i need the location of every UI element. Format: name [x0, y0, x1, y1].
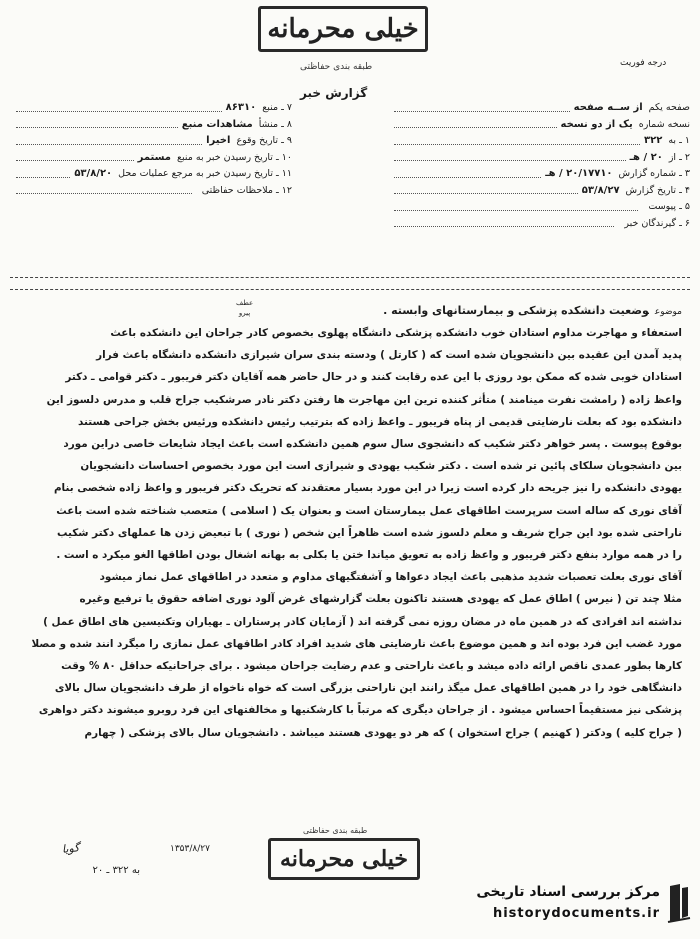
body-line: ( جراح کلیه ) ودکتر ( کهنیم ) جراح استخوان ) که هر دو یهودی هستند میباشد . دانشجویان سال بالای پزشکی ( چهارم [84, 726, 682, 739]
header-divider-2 [10, 289, 690, 290]
body-line: بوقوع پیوست . پسر خواهر دکتر شکیب که دانشجوی سال سوم همین دانشکده است باعث ایجاد شایعات خاصی دراین مورد [63, 438, 682, 451]
field-value: ۳۲۲ [644, 135, 663, 146]
subject-label: موضوع [654, 307, 682, 317]
header-field-right-8 [390, 216, 690, 233]
page-footnote: به ۳۲۲ ـ ۲۰ [92, 865, 140, 876]
subject-line [262, 304, 682, 317]
field-label: ۴ ـ تاریخ گزارش [625, 184, 690, 196]
header-field-right-6 [390, 183, 690, 200]
field-label: ۱ ـ به [668, 135, 690, 146]
body-line: ناراحتی شده بود این جراح شریف و معلم دلسوز شده است ظاهراً این شخص ( نوری ) با تبعیض زدن ها عملهای دکتر شکیب [57, 526, 682, 539]
top-stamp-subtitle: طبقه بندی حفاظتی [300, 62, 373, 72]
urgency-grade-label: درجه فوریت [620, 58, 667, 68]
body-line: بین دانشجویان سلکای پائین تر شده است . دکتر شکیب یهودی و شیرازی است این مورد بخصوص احساسات دانشجویان [80, 460, 682, 473]
field-label: ۸ ـ منشأ [258, 118, 292, 130]
body-line: کارها بطور عمدی ناقص ارائه داده میشد و باعث ناراحتی و عدم رضایت جراحان میشود . برای جراحانیکه حداقل ۸۰ % وقت [61, 660, 682, 673]
field-label: ۲ ـ از [668, 151, 690, 163]
field-label: نسخه شماره [638, 118, 690, 130]
body-line: دانشگاهی خود را در همین اطاقهای عمل میگذ رانند این ناراحتی بزرگی است که خواه ناخواه از طرف دانشجویان سال بالای [54, 682, 682, 695]
header-field-left-2 [12, 117, 292, 134]
report-body [22, 322, 682, 744]
field-dotted-line [394, 183, 578, 195]
field-label: ۹ ـ تاریخ وقوع [236, 135, 292, 146]
field-label: صفحه یکم [648, 102, 690, 113]
signature-date: ۱۳۵۳/۸/۲۷ [170, 844, 210, 854]
field-label: ۱۲ ـ ملاحظات حفاظتی [201, 184, 292, 196]
top-classification-stamp: خیلی محرمانه [258, 6, 428, 52]
signature: گویا [61, 841, 80, 856]
field-dotted-line [16, 150, 134, 162]
field-dotted-line [16, 166, 70, 178]
field-dotted-line [394, 216, 614, 228]
field-value: مستمر [137, 151, 171, 163]
body-line: نداشته اند افرادی که در همین ماه در مضان روزه نمی گرفته اند ( آزمایان کادر پرستاران ـ بهیاران وتکنیسین های اطاق عمل ) [43, 615, 682, 628]
header-field-left-1 [12, 100, 292, 117]
header-field-left-3 [12, 133, 292, 150]
field-value: مشاهدات منبع [181, 118, 253, 130]
header-fields-right [390, 100, 690, 232]
field-dotted-line [394, 199, 638, 211]
field-label: ۱۰ ـ تاریخ رسیدن خبر به منبع [177, 151, 292, 163]
header-field-left-5 [12, 166, 292, 183]
reference-notes [236, 298, 253, 318]
header-field-right-7 [390, 199, 690, 216]
subject-text: وضعیت دانشکده پزشکی و بیمارستانهای وابسته . [383, 304, 649, 317]
field-value: از ســه صفحه [573, 102, 643, 113]
reference-note-atf: عطف [236, 299, 254, 307]
header-field-right-3 [390, 133, 690, 150]
bottom-classification-stamp: خیلی محرمانه [268, 838, 420, 880]
field-dotted-line [16, 117, 178, 129]
field-label: ۷ ـ منبع [262, 102, 292, 113]
field-dotted-line [16, 100, 222, 112]
body-line: یهودی دانشکده را نیز جریحه دار کرده است زیرا در این مورد بسیار معتقدند که تحریک دکتر فریبور و واعظ زاده شخصی بنام [53, 482, 682, 495]
field-value: یک از دو نسخه [560, 118, 633, 130]
field-dotted-line [394, 150, 626, 162]
header-field-left-4 [12, 150, 292, 167]
field-dotted-line [394, 100, 570, 112]
field-value: ۵۳/۸/۲۷ [581, 184, 620, 196]
body-line: دانشکده بود که بعلت نارضایتی قدیمی از پناه فریبور ـ واعظ زاده که بترتیب رئیس دانشکده ورئیس بخش جراحی هستند [78, 415, 682, 428]
field-label: ۱۱ ـ تاریخ رسیدن خبر به مرجع عملیات محل [118, 168, 292, 179]
header-field-right-4 [390, 150, 690, 167]
field-label: ۵ ـ پیوست [648, 201, 690, 212]
body-line: را در همه موارد بنفع دکتر فریبور و واعظ زاده به تعویق میاندا ختن یا بکلی به بهانه اشغال بودن اطاقها الغو میکرد ه است . [56, 549, 682, 562]
watermark-url: historydocuments.ir [492, 906, 660, 921]
body-line: پزشکی نیز مستقیماً احساس میشود . از جراحان دیگری که مرتباً با کارشکنیها و مخالفتهای این فرد روبرو میشوند دکتر دواهری [38, 704, 682, 717]
body-line: مثلا چند تن ( نیرس ) اطاق عمل که یهودی هستند تاکنون بعلت گزارشهای غرض آلود نوری اضافه حقوق یا ترفیع وغیره [79, 593, 682, 606]
header-divider [10, 277, 690, 278]
reference-note-peyro: پیرو [238, 309, 251, 317]
archive-logo-icon [666, 882, 692, 924]
field-label: ۳ ـ شماره گزارش [618, 168, 690, 179]
report-title: گزارش خبر [300, 86, 368, 100]
body-line: مورد غضب این فرد بوده اند و همین موضوع باعث نارضایتی های شدید افراد کادر اطاقهای عمل نمازی را میگرد انند شده و مصلا [31, 637, 682, 650]
header-field-left-6 [12, 183, 292, 200]
field-value: اخیرا [206, 135, 231, 146]
field-value: ۵۳/۸/۲۰ [74, 168, 113, 179]
body-line: استعفاء و مهاجرت مداوم استادان خوب دانشکده پزشکی دانشگاه پهلوی بخصوص کادر جراحان این دانشکده باعث [110, 327, 682, 339]
header-field-right-2 [390, 117, 690, 134]
field-value: ۸۶۳۱۰ [225, 102, 257, 113]
watermark [392, 880, 692, 932]
body-line: آقای نوری که ساله است سرپرست اطاقهای عمل بیمارستان است و بعنوان یک ( اسلامی ) متعصب شناخته شده است باعث [56, 504, 682, 517]
field-value: ۲۰/۱۷۷۱۰ / هـ [545, 168, 613, 179]
field-dotted-line [394, 133, 640, 145]
body-line: استادان خوبی شده که ممکن بود روزی با این عده رقابت کنند و در حال حاضر همه آقایان دکتر فریبور ـ دکتر قوامی ـ دکتر [65, 371, 682, 384]
field-value: ۲۰ / هـ [629, 151, 663, 163]
header-fields-left [12, 100, 292, 199]
field-dotted-line [394, 166, 541, 178]
body-line: پدید آمدن این عقیده بین دانشجویان شده است که ( کارتل ) ودسته بندی سران شیرازی دانشکده دانشگاه باعث فرار [96, 349, 682, 362]
watermark-title: مرکز بررسی اسناد تاریخی [476, 884, 660, 900]
header-field-right-1 [390, 100, 690, 117]
field-dotted-line [16, 133, 202, 145]
bottom-stamp-subtitle: طبقه بندی حفاظتی [303, 826, 368, 835]
field-dotted-line [394, 117, 557, 129]
field-dotted-line [16, 183, 192, 195]
header-field-right-5 [390, 166, 690, 183]
body-line: واعظ زاده ( رامشت نفرت مینامند ) متأثر کننده ترین این مهاجرت ها رفتن دکتر نادر صرشکیب جراح قلب و مدرس دلسوز این [46, 393, 682, 406]
body-line: آقای نوری بعلت تعصبات شدید مذهبی باعث ایجاد دعواها و آشفتگیهای مداوم و متعدد در اطاقهای عمل نماز میشود [99, 571, 682, 584]
field-label: ۶ ـ گیرندگان خبر [624, 217, 690, 229]
